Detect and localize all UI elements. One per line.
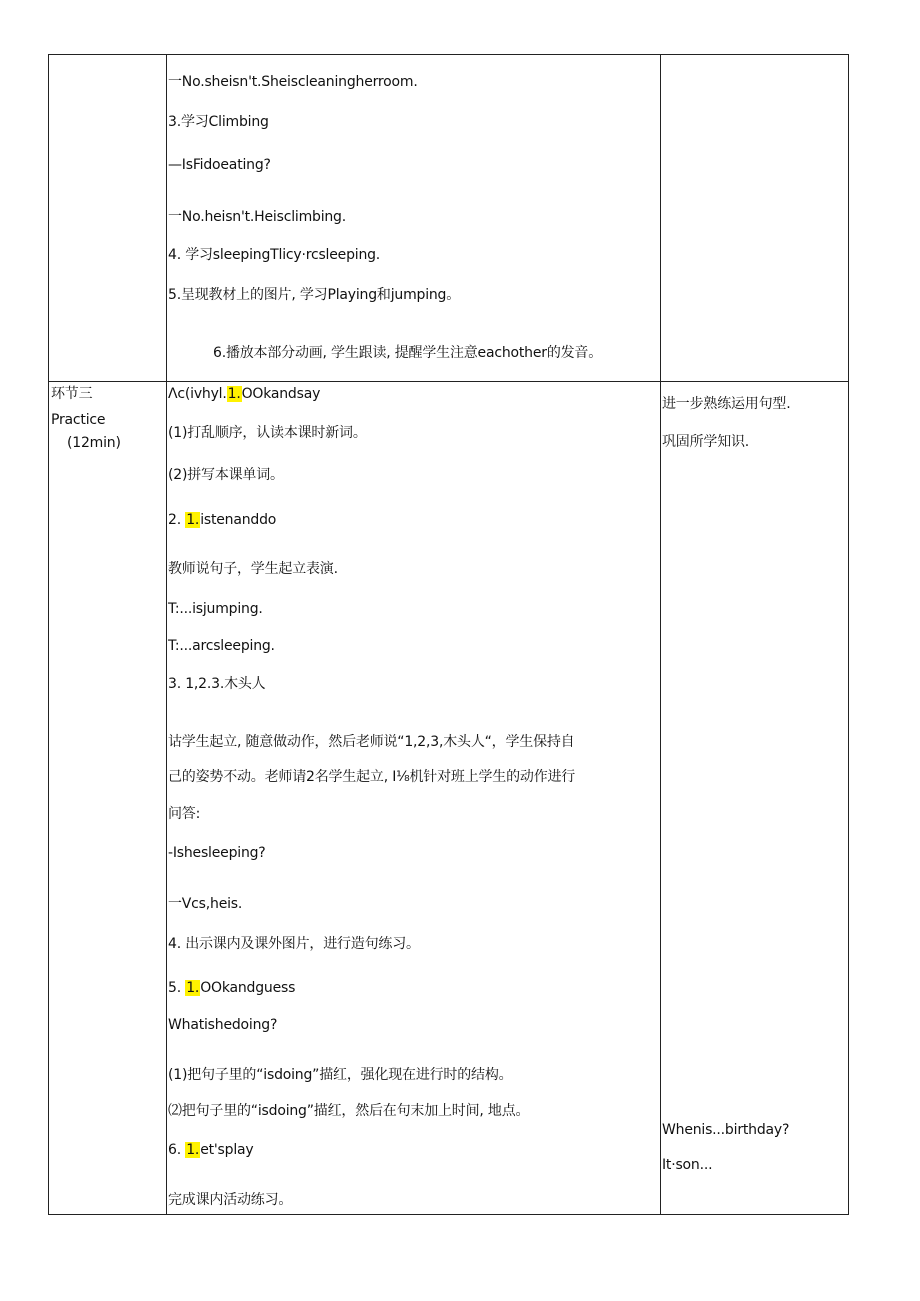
step-line: 4. 出示课内及课外图片，进行造句练习。 bbox=[168, 936, 420, 952]
row-divider bbox=[49, 381, 848, 382]
purpose-extra-2: It·son... bbox=[662, 1157, 713, 1173]
stage-time: (12min) bbox=[67, 435, 121, 451]
activity-1-rest: OOkandsay bbox=[241, 386, 321, 402]
activity-6 bbox=[168, 1141, 253, 1159]
step-line: 诂学生起立, 随意做动作，然后老师说“1,2,3,木头人“，学生保持自 bbox=[168, 734, 575, 750]
step-line: ⑵把句子里的“isdoing”描红，然后在句末加上时间, 地点。 bbox=[168, 1103, 530, 1119]
activity-5-prefix: 5. bbox=[168, 980, 186, 996]
row1-line-3: —IsFidoeating? bbox=[168, 157, 271, 173]
activity-6-prefix: 6. bbox=[168, 1142, 186, 1158]
purpose-line-1: 进一步熟练运用句型. bbox=[662, 396, 791, 412]
row1-line-7: 6.播放本部分动画, 学生跟读, 提醒学生注意eachother的发音。 bbox=[213, 345, 603, 361]
activity-2-highlight: 1. bbox=[186, 512, 200, 528]
row1-line-1: 一No.sheisn't.Sheiscleaningherroom. bbox=[168, 74, 418, 90]
step-line: 己的姿势不动。老师请2名学生起立, I⅛机针对班上学生的动作进行 bbox=[168, 769, 576, 785]
column-divider-2 bbox=[660, 55, 661, 1214]
step-line: (1)把句子里的“isdoing”描红，强化现在进行时的结构。 bbox=[168, 1067, 513, 1083]
step-line: 完成课内活动练习。 bbox=[168, 1192, 293, 1208]
activity-6-highlight: 1. bbox=[186, 1142, 200, 1158]
row1-line-4: 一No.heisn't.Heisclimbing. bbox=[168, 209, 346, 225]
step-line: T:...arcsleeping. bbox=[168, 638, 275, 654]
activity-5-rest: OOkandguess bbox=[200, 980, 296, 996]
purpose-line-2: 巩固所学知识. bbox=[662, 434, 750, 450]
activity-1-prefix: Λc(ivhyl. bbox=[168, 386, 227, 402]
step-line: (1)打乱顺序，认读本课时新词。 bbox=[168, 425, 367, 441]
activity-6-rest: et'splay bbox=[200, 1142, 254, 1158]
step-line: 3. 1,2.3.木头人 bbox=[168, 676, 266, 692]
step-line: 问答: bbox=[168, 806, 201, 822]
step-line: 教师说句子，学生起立表演. bbox=[168, 561, 338, 577]
row1-line-2: 3.学习Climbing bbox=[168, 114, 269, 130]
row1-line-5: 4. 学习sleepingTlicy·rcsleeping. bbox=[168, 247, 381, 263]
step-line: Whatishedoing? bbox=[168, 1017, 278, 1033]
activity-2-rest: istenanddo bbox=[200, 512, 277, 528]
lesson-plan-table bbox=[48, 54, 849, 1215]
step-line: -Ishesleeping? bbox=[168, 845, 266, 861]
purpose-extra-1: Whenis...birthday? bbox=[662, 1122, 790, 1138]
column-divider-1 bbox=[166, 55, 167, 1214]
row1-line-6: 5.呈现教材上的图片, 学习Playing和jumping。 bbox=[168, 287, 461, 303]
activity-2 bbox=[168, 511, 276, 529]
activity-5 bbox=[168, 979, 295, 997]
step-line: (2)拼写本课单词。 bbox=[168, 467, 284, 483]
activity-1 bbox=[168, 385, 320, 403]
activity-5-highlight: 1. bbox=[186, 980, 200, 996]
stage-name: Practice bbox=[51, 412, 106, 428]
activity-1-highlight: 1. bbox=[227, 386, 241, 402]
step-line: 一Vcs,heis. bbox=[168, 896, 243, 912]
stage-title: 环节三 bbox=[51, 386, 93, 402]
activity-2-prefix: 2. bbox=[168, 512, 186, 528]
step-line: T:...isjumping. bbox=[168, 601, 263, 617]
